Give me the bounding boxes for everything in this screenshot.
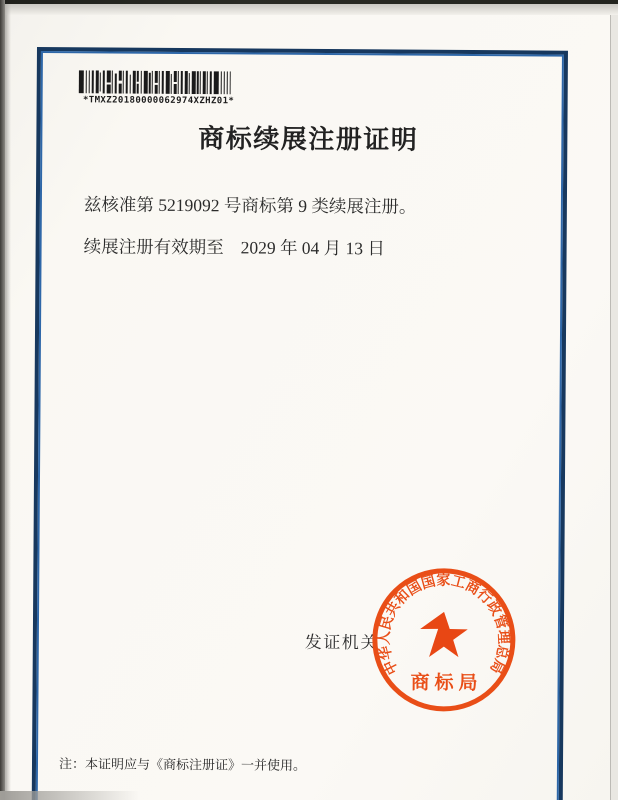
validity-date: 2029 年 04 月 13 日: [240, 237, 386, 259]
certificate-title: 商标续展注册证明: [198, 124, 419, 155]
validity-line: [84, 233, 386, 260]
barcode-number: *TMXZ20180000062974XZHZ01*: [82, 95, 235, 107]
scanner-left-shadow: [5, 0, 11, 800]
seal-arc-text: 中华人民共和国国家工商行政管理总局: [376, 572, 512, 677]
validity-label: 续展注册有效期至: [83, 236, 224, 258]
approval-statement: 兹核准第 5219092 号商标第 9 类续展注册。: [83, 194, 417, 217]
usage-note: 注：本证明应与《商标注册证》一并使用。: [58, 756, 307, 773]
scanner-top-shadow: [0, 4, 618, 15]
scanner-top-edge: [0, 0, 618, 4]
seal-bottom-text: 商标局: [410, 672, 483, 695]
seal-star-icon: [420, 612, 468, 658]
official-seal: [361, 557, 526, 722]
issuer-label: 发证机关: [304, 632, 379, 653]
scanner-left-edge: [0, 0, 5, 800]
scanner-bottom-shadow: [0, 791, 140, 800]
